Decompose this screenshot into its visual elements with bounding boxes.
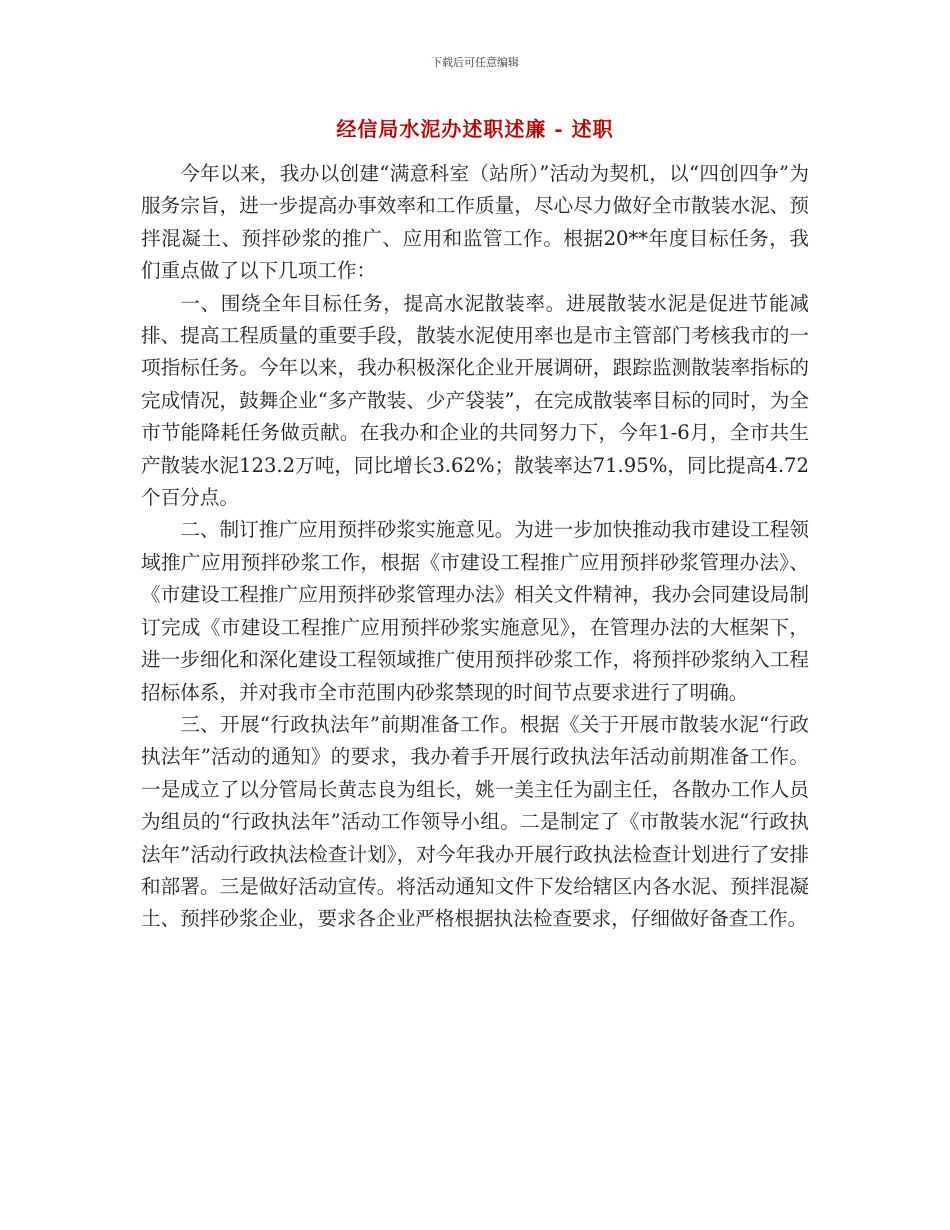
paragraph-intro: 今年以来，我办以创建“满意科室（站所）”活动为契机，以“四创四争”为服务宗旨，进一步提高办事效率和工作质量，尽心尽力做好全市散装水泥、预拌混凝土、预拌砂浆的推广、应用和监管工作。根据20**年度目标任务，我们重点做了以下几项工作： bbox=[141, 162, 809, 283]
document-body bbox=[141, 158, 809, 936]
paragraph-section-3: 三、开展“行政执法年”前期准备工作。根据《关于开展市散装水泥“行政执法年”活动的通知》的要求，我办着手开展行政执法年活动前期准备工作。一是成立了以分管局长黄志良为组长，姚一美主任为副主任，各散办工作人员为组员的“行政执法年”活动工作领导小组。二是制定了《市散装水泥“行政执法年”活动行政执法检查计划》，对今年我办开展行政执法检查计划进行了安排和部署。三是做好活动宣传。将活动通知文件下发给辖区内各水泥、预拌混凝土、预拌砂浆企业，要求各企业严格根据执法检查要求，仔细做好备查工作。 bbox=[141, 712, 809, 931]
paragraph-section-1: 一、围绕全年目标任务，提高水泥散装率。进展散装水泥是促进节能减排、提高工程质量的重要手段，散装水泥使用率也是市主管部门考核我市的一项指标任务。今年以来，我办积极深化企业开展调研，跟踪监测散装率指标的完成情况，鼓舞企业“多产散装、少产袋装”，在完成散装率目标的同时，为全市节能降耗任务做贡献。在我办和企业的共同努力下，今年1-6月，全市共生产散装水泥123.2万吨，同比增长3.62%；散装率达71.95%，同比提高4.72个百分点。 bbox=[141, 291, 809, 510]
header-note: 下载后可任意编辑 bbox=[431, 56, 519, 69]
paragraph-section-2: 二、制订推广应用预拌砂浆实施意见。为进一步加快推动我市建设工程领域推广应用预拌砂浆工作，根据《市建设工程推广应用预拌砂浆管理办法》、《市建设工程推广应用预拌砂浆管理办法》相关文件精神，我办会同建设局制订完成《市建设工程推广应用预拌砂浆实施意见》，在管理办法的大框架下，进一步细化和深化建设工程领域推广使用预拌砂浆工作，将预拌砂浆纳入工程招标体系，并对我市全市范围内砂浆禁现的时间节点要求进行了明确。 bbox=[141, 518, 809, 704]
document-title: 经信局水泥办述职述廉 - 述职 bbox=[336, 117, 614, 141]
